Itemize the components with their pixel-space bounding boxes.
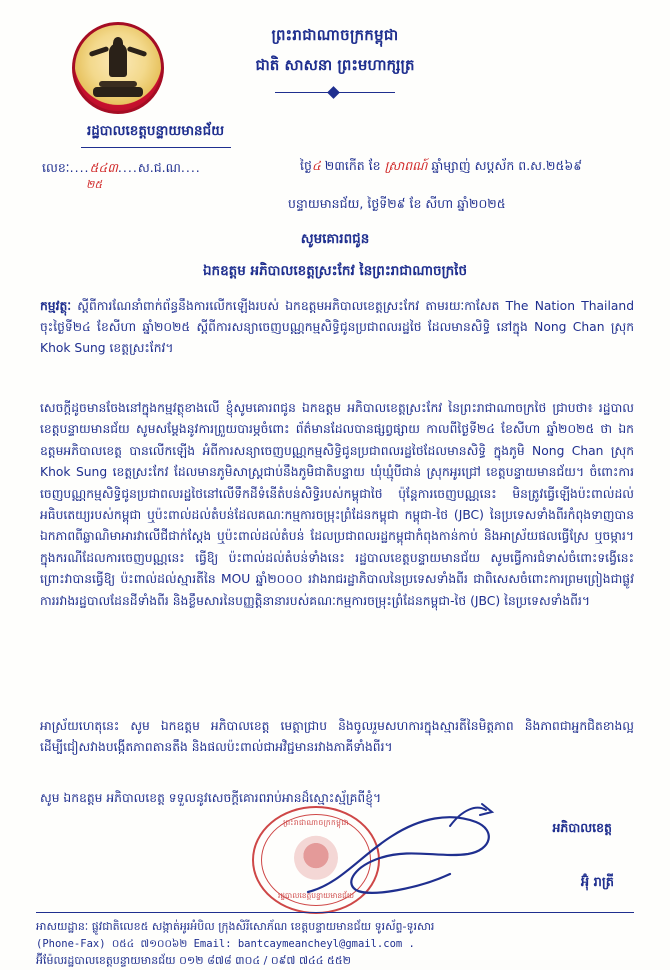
ornament-divider bbox=[275, 86, 395, 98]
ref-suffix: ស.ជ.ណ bbox=[137, 160, 181, 175]
signer-name: អ៊ុំ រាត្រី bbox=[580, 875, 614, 890]
royal-emblem-icon bbox=[72, 22, 164, 114]
province-underline bbox=[81, 147, 231, 148]
dateline-month: ស្រាពណ៍ bbox=[384, 158, 428, 173]
body-paragraph-2: អាស្រ័យហេតុនេះ សូម ឯកឧត្តម អភិបាលខេត្ត មេត្តាជ្រាប និងចូលរួមសហការក្នុងស្មារតីនៃមិត្តភាព និងភាពជាអ្នកជិតខាងល្អ ដើម្បីជៀសវាងបង្កើតភាពតានតឹង និងផលប៉ះពាល់ជាអវិជ្ជមានរវាងភាគីទាំងពីរ។ bbox=[40, 719, 634, 755]
subject-block bbox=[40, 296, 634, 359]
emblem-base bbox=[93, 87, 143, 97]
stamp-top-text: ព្រះរាជាណាចក្រកម្ពុជា bbox=[283, 818, 349, 827]
dateline-lunar: ២៣កើត bbox=[324, 158, 365, 173]
footer-block bbox=[36, 918, 640, 970]
kingdom-title: ព្រះរាជាណាចក្រកម្ពុជា bbox=[271, 26, 399, 44]
dateline-year: ឆ្នាំម្សាញ់ សប្តស័ក ព.ស.២៥៦៩ bbox=[431, 158, 583, 173]
ornament-diamond bbox=[327, 86, 340, 99]
stamp-bottom-text: រដ្ឋបាលខេត្តបន្ទាយមានជ័យ bbox=[277, 891, 355, 900]
body-paragraph-3: សូម ឯកឧត្តម អភិបាលខេត្ត ទទួលនូវសេចក្តីគោរពរាប់អានដ៏ស្មោះស្ម័គ្រពីខ្ញុំ។ bbox=[40, 791, 382, 805]
kingdom-motto: ជាតិ សាសនា ព្រះមហាក្សត្រ bbox=[255, 56, 415, 74]
reference-number: លេខៈ....៥៤៣....ស.ជ.ណ.... bbox=[42, 160, 201, 175]
body-paragraph-1: សេចក្តីដូចមានចែងនៅក្នុងកម្មវត្ថុខាងលើ ខ្ញុំសូមគោរពជូន ឯកឧត្តម អភិបាលខេត្តស្រះកែវ នៃព្រះរាជាណាចក្រថៃ ជ្រាបថា៖ រដ្ឋបាលខេត្តបន្ទាយមានជ័យ សូមសម្តែងនូវការព្រួយបារម្ភចំពោះ ព័ត៌មានដែលបានផ្សព្វផ្សាយ កាលពីថ្ងៃទី២៤ ខែសីហា ឆ្នាំ២០២៥ ថា ឯកឧត្តមអភិបាលខេត្ត បានលើកឡើង អំពីការសន្យាចេញបណ្ណកម្មសិទ្ធិជូនប្រជាពលរដ្ឋថៃដែលមានសិទ្ធិ ក្នុងភូមិ Nong Chan ស្រុក Khok Sung ខេត្តស្រះកែវ ដែលមានភូមិសាស្ត្រជាប់នឹងភូមិជាតិបន្ទាយ ឃុំឃ្មុំបីជាន់ ស្រុកអូរជ្រៅ ខេត្តបន្ទាយមានជ័យ។ ចំពោះការចេញបណ្ណកម្មសិទ្ធិជូនប្រជាពលរដ្ឋថៃនៅលើទឹកដីទំនើតំបន់សិទ្ធិរបស់កម្ពុជាថៃ ប៉ុន្តែការចេញបណ្ណនេះ មិនត្រូវធ្វើឡើងប៉ះពាល់ដល់អធិបតេយ្យរបស់កម្ពុជា ឬប៉ះពាល់ដល់តំបន់ដែលគណៈកម្មការចម្រុះព្រំដែនកម្ពុជា កម្ពុជា-ថៃ (JBC) នៃប្រទេសទាំងពីរកំពុងទាញបានឯកភាពពីឆ្លាណិមាអារវាលើជីជាក់ស្តែង ឬប៉ះពាល់ដល់តំបន់ ដែលប្រជាពលរដ្ឋកម្ពុជាកំពុងកាន់កាប់ និងអាស្រ័យផលធ្វើស្រែ ឬចម្ការ។ ក្នុងករណីដែលការចេញបណ្ណនេះ ធ្វើឱ្យ ប៉ះពាល់ដល់តំបន់ទាំងនេះ រដ្ឋបាលខេត្តបន្ទាយមានជ័យ សូមធ្វើការជំទាស់ចំពោះទង្វើនេះ ព្រោះវាបានធ្វើឱ្យ ប៉ះពាល់ដល់ស្មារតីនៃ MOU ឆ្នាំ២០០០ រវាងរាជរដ្ឋាភិបាលនៃប្រទេសទាំងពីរ ជាពិសេសចំពោះការព្រមព្រៀងជាផ្លូវការរវាងរដ្ឋបាលដែនដីទាំងពីរ និងខ្លឹមសារនៃបញ្ញត្តិនានារបស់គណៈកម្មការចម្រុះព្រំដែនកម្ពុជា-ថៃ (JBC) នៃប្រទេសទាំងពីរ។ bbox=[40, 401, 634, 608]
official-stamp bbox=[252, 806, 380, 914]
footer-phones: អ៊ីម៉ែលរដ្ឋបាលខេត្តបន្ទាយមានជ័យ ០១២ ៨៧៨ ៣០៤ / ០៩៧ ៧៤៤ ៥៥២ bbox=[36, 954, 351, 968]
emblem-inner bbox=[87, 37, 149, 99]
footer-address: អាសយដ្ឋានៈ ផ្លូវជាតិលេខ៥ សង្កាត់អូរអំបិល ក្រុងសិរីសោភ័ណ ខេត្តបន្ទាយមានជ័យ ទូរស័ព្ទ-ទូរសារ bbox=[36, 920, 435, 933]
province-name: រដ្ឋបាលខេត្តបន្ទាយមានជ័យ bbox=[86, 123, 225, 139]
stamp-emblem-glyph bbox=[294, 836, 338, 880]
salutation: សូមគោរពជូន bbox=[300, 231, 370, 247]
dateline-prefix: ថ្ងៃ bbox=[300, 158, 312, 173]
emblem-figure bbox=[109, 43, 127, 77]
emblem-arm-left bbox=[89, 46, 110, 57]
subject-label: កម្មវត្ថុៈ bbox=[40, 299, 72, 313]
footer-divider bbox=[36, 912, 634, 913]
ref-prefix: លេខៈ bbox=[42, 160, 70, 175]
reference-subnumber: ២៥ bbox=[86, 178, 103, 191]
emblem-arm-right bbox=[127, 46, 148, 57]
dateline-gregorian: បន្ទាយមានជ័យ, ថ្ងៃទី២៩ ខែ សីហា ឆ្នាំ២០២៥ bbox=[288, 196, 506, 211]
footer-contact: (Phone-Fax) ០៥៤ ៧១០០៦២ Email: bantcaymeancheyl@gmail.com . bbox=[36, 937, 415, 950]
province-block bbox=[48, 122, 263, 148]
dateline-khmer bbox=[300, 158, 582, 177]
dateline-month-label: ខែ bbox=[368, 158, 381, 173]
subject-text: ស្តីពីការណែនាំពាក់ព័ន្ធនឹងការលើកឡើងរបស់ ឯកឧត្តមអភិបាលខេត្តស្រះកែវ តាមរយៈកាសែត The Nation Thailand ចុះថ្ងៃទី២៤ ខែសីហា ឆ្នាំ២០២៥ ស្តីពីការសន្យាចេញបណ្ណកម្មសិទ្ធិជូនប្រជាពលរដ្ឋថៃ ដែលមានសិទ្ធិ នៅក្នុង Nong Chan ស្រុក Khok Sung ខេត្តស្រះកែវ។ bbox=[40, 299, 634, 356]
document-title: ឯកឧត្តម អភិបាលខេត្តស្រះកែវ នៃព្រះរាជាណាចក្រថៃ bbox=[202, 263, 468, 279]
signature-title: អភិបាលខេត្ត bbox=[552, 820, 612, 835]
dateline-day: ៤ bbox=[311, 158, 321, 173]
ref-number: ៥៤៣ bbox=[89, 160, 118, 175]
